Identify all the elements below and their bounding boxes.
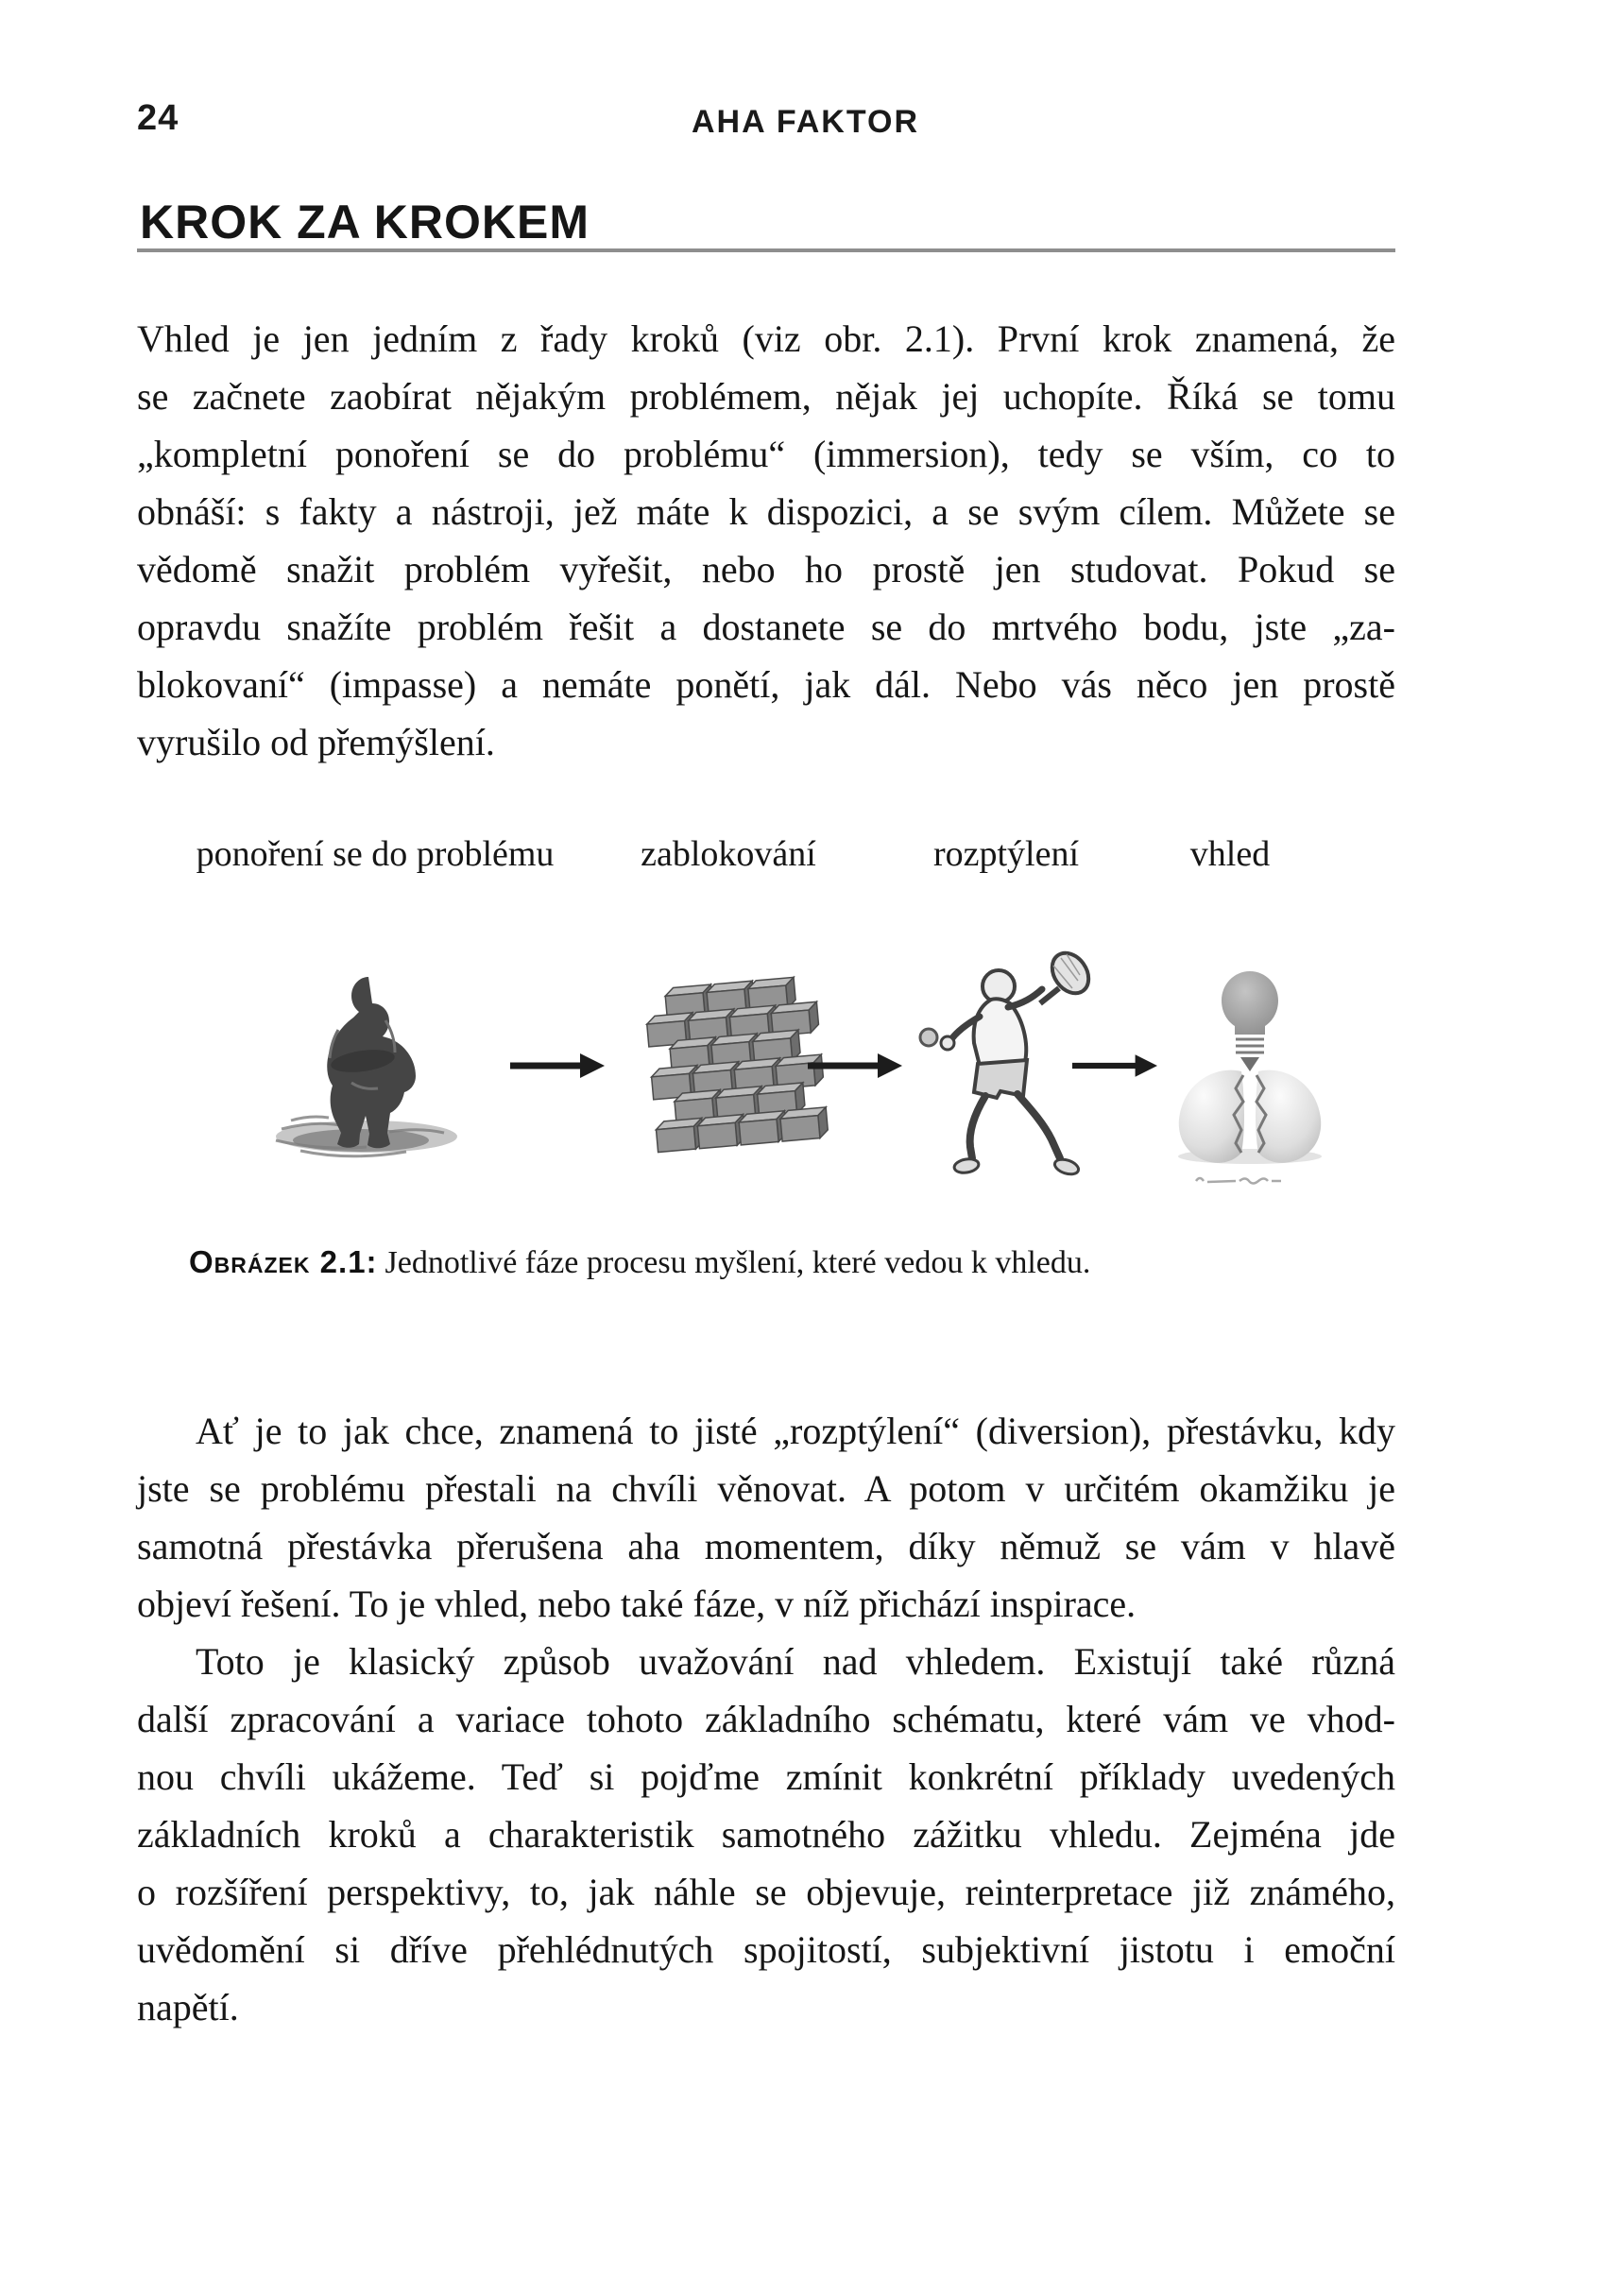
text-line: vědomě snažit problém vyřešit, nebo ho prostě jen studovat. Pokud se (137, 548, 1395, 590)
text-line: jste se problému přestali na chvíli věnovat. A potom v určitém okamžiku je (137, 1467, 1395, 1510)
lightbulb-egg-illustration (1160, 966, 1340, 1169)
phase-label-immersion: ponoření se do problému (196, 834, 555, 874)
text-line: další zpracování a variace tohoto základního schématu, které vám ve vhod- (137, 1698, 1395, 1740)
phase-label-diversion: rozptýlení (932, 834, 1080, 874)
text-line: Toto je klasický způsob uvažování nad vhledem. Existují také různá (196, 1640, 1395, 1683)
phase-label-insight: vhled (1189, 834, 1271, 874)
paragraph-2 (137, 1402, 1395, 1633)
arrow-right-icon (510, 1053, 605, 1078)
text-line: nou chvíli ukážeme. Teď si pojďme zmínit konkrétní příklady uvedených (137, 1755, 1395, 1798)
brick-wall-illustration (635, 956, 829, 1178)
text-line: objeví řešení. To je vhled, nebo také fáze, v níž přichází inspirace. (137, 1583, 1137, 1625)
illustrator-signature (1192, 1172, 1287, 1187)
text-line: Ať je to jak chce, znamená to jisté „rozptýlení“ (diversion), přestávku, kdy (196, 1410, 1395, 1452)
section-heading: KROK ZA KROKEM (140, 196, 590, 248)
arrow-right-icon (808, 1053, 902, 1078)
arrow-right-icon (1072, 1053, 1157, 1078)
text-line: Vhled je jen jedním z řady kroků (viz obr. 2.1). První krok znamená, že (137, 317, 1395, 360)
text-line: blokovaní“ (impasse) a nemáte ponětí, jak dál. Nebo vás něco jen prostě (137, 663, 1395, 706)
text-line: základních kroků a charakteristik samotného zážitku vhledu. Zejména jde (137, 1813, 1395, 1856)
figure-caption-text: Jednotlivé fáze procesu myšlení, které vedou k vhledu. (385, 1245, 1091, 1280)
text-line: obnáší: s fakty a nástroji, jež máte k dispozici, a se svým cílem. Můžete se (137, 490, 1395, 533)
text-line: se začnete zaobírat nějakým problémem, nějak jej uchopíte. Říká se tomu (137, 375, 1395, 418)
text-line: vyrušilo od přemýšlení. (137, 721, 495, 763)
text-line: samotná přestávka přerušena aha momentem, díky němuž se vám v hlavě (137, 1525, 1395, 1567)
figure-caption-label: Obrázek 2.1: (189, 1244, 378, 1279)
text-line: opravdu snažíte problém řešit a dostanete se do mrtvého bodu, jste „za- (137, 606, 1395, 648)
heading-rule (137, 248, 1395, 252)
phase-label-impasse: zablokování (641, 834, 816, 874)
text-line: „kompletní ponoření se do problému“ (immersion), tedy se vším, co to (137, 433, 1395, 475)
paragraph-3 (137, 1633, 1395, 2036)
page-number: 24 (137, 98, 179, 138)
paragraph-1 (137, 310, 1395, 771)
text-line: napětí. (137, 1986, 239, 2028)
thinking-man-illustration (265, 964, 472, 1167)
figure-caption (189, 1243, 1417, 1283)
text-line: o rozšíření perspektivy, to, jak náhle se objevuje, reinterpretace již známého, (137, 1871, 1395, 1913)
text-line: uvědomění si dříve přehlédnutých spojitostí, subjektivní jistotu i emoční (137, 1928, 1395, 1971)
running-header: AHA FAKTOR (692, 104, 919, 140)
